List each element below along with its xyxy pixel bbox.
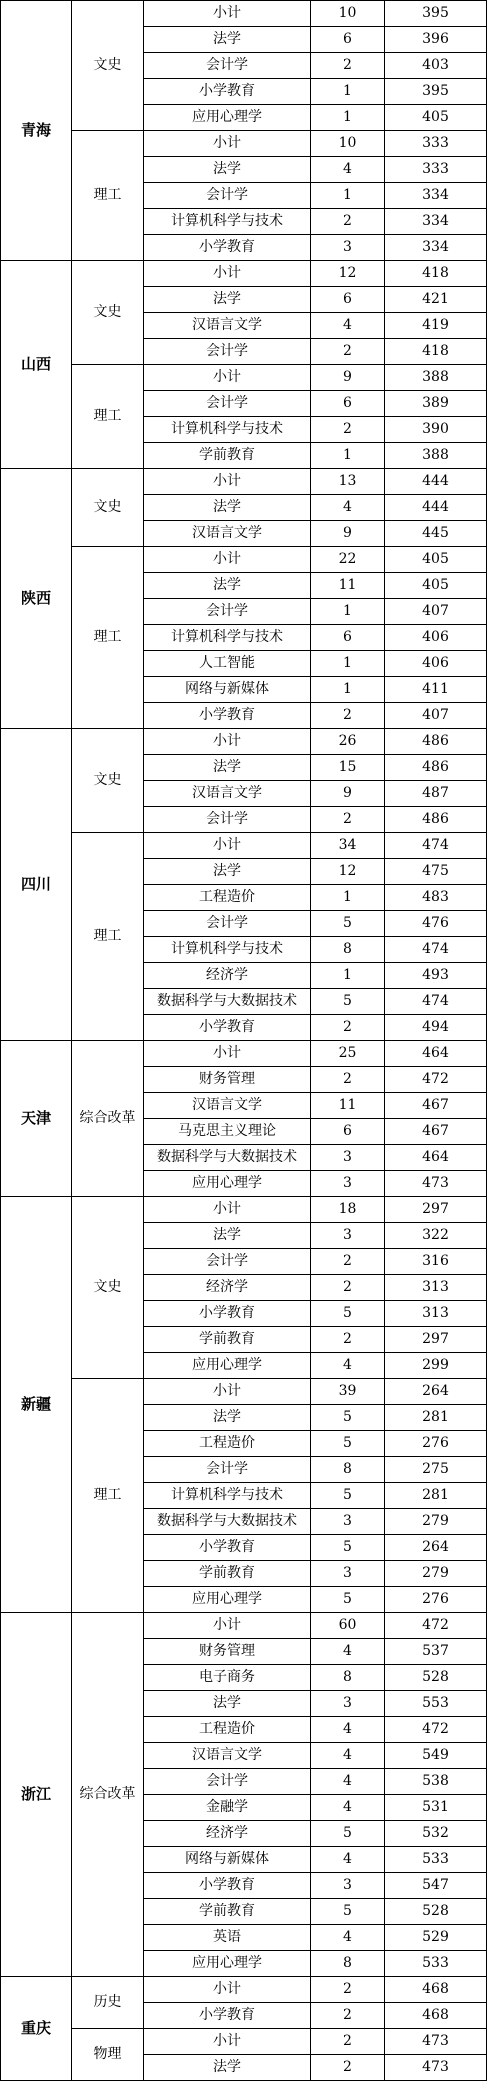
table-row [1, 547, 487, 573]
quota-cell: 6 [311, 625, 385, 651]
quota-cell: 3 [311, 1171, 385, 1197]
score-cell: 279 [385, 1561, 487, 1587]
quota-cell: 3 [311, 1223, 385, 1249]
quota-cell: 26 [311, 729, 385, 755]
major-cell: 法学 [144, 755, 311, 781]
score-cell: 473 [385, 2055, 487, 2081]
score-cell: 473 [385, 2029, 487, 2055]
quota-cell: 12 [311, 859, 385, 885]
major-cell: 小计 [144, 1197, 311, 1223]
major-cell: 小计 [144, 729, 311, 755]
quota-cell: 22 [311, 547, 385, 573]
score-cell: 275 [385, 1457, 487, 1483]
table-row [1, 365, 487, 391]
score-cell: 464 [385, 1145, 487, 1171]
score-cell: 472 [385, 1717, 487, 1743]
province-cell: 天津 [1, 1041, 72, 1197]
score-cell: 421 [385, 287, 487, 313]
major-cell: 应用心理学 [144, 1353, 311, 1379]
major-cell: 小计 [144, 365, 311, 391]
quota-cell: 9 [311, 365, 385, 391]
quota-cell: 5 [311, 1535, 385, 1561]
quota-cell: 2 [311, 703, 385, 729]
table-row [1, 729, 487, 755]
score-cell: 528 [385, 1665, 487, 1691]
score-cell: 472 [385, 1067, 487, 1093]
major-cell: 工程造价 [144, 1717, 311, 1743]
quota-cell: 5 [311, 989, 385, 1015]
major-cell: 汉语言文学 [144, 521, 311, 547]
score-cell: 486 [385, 729, 487, 755]
category-cell: 文史 [72, 261, 144, 365]
major-cell: 计算机科学与技术 [144, 937, 311, 963]
major-cell: 小学教育 [144, 703, 311, 729]
score-cell: 537 [385, 1639, 487, 1665]
score-cell: 334 [385, 235, 487, 261]
major-cell: 会计学 [144, 1457, 311, 1483]
major-cell: 小计 [144, 469, 311, 495]
score-cell: 403 [385, 53, 487, 79]
quota-cell: 2 [311, 1275, 385, 1301]
category-cell: 理工 [72, 833, 144, 1041]
score-cell: 313 [385, 1301, 487, 1327]
major-cell: 数据科学与大数据技术 [144, 989, 311, 1015]
major-cell: 小计 [144, 1, 311, 27]
score-cell: 487 [385, 781, 487, 807]
quota-cell: 8 [311, 1665, 385, 1691]
quota-cell: 8 [311, 1457, 385, 1483]
category-cell: 文史 [72, 1197, 144, 1379]
quota-cell: 9 [311, 781, 385, 807]
score-cell: 474 [385, 989, 487, 1015]
score-cell: 553 [385, 1691, 487, 1717]
quota-cell: 3 [311, 235, 385, 261]
score-cell: 494 [385, 1015, 487, 1041]
major-cell: 人工智能 [144, 651, 311, 677]
score-cell: 281 [385, 1483, 487, 1509]
major-cell: 数据科学与大数据技术 [144, 1145, 311, 1171]
quota-cell: 1 [311, 885, 385, 911]
quota-cell: 25 [311, 1041, 385, 1067]
score-cell: 419 [385, 313, 487, 339]
table-row [1, 469, 487, 495]
major-cell: 小计 [144, 261, 311, 287]
score-cell: 444 [385, 469, 487, 495]
major-cell: 工程造价 [144, 1431, 311, 1457]
score-cell: 276 [385, 1587, 487, 1613]
major-cell: 计算机科学与技术 [144, 209, 311, 235]
score-cell: 467 [385, 1093, 487, 1119]
score-cell: 467 [385, 1119, 487, 1145]
score-cell: 538 [385, 1769, 487, 1795]
major-cell: 网络与新媒体 [144, 1847, 311, 1873]
table-row [1, 1977, 487, 2003]
quota-cell: 2 [311, 2029, 385, 2055]
major-cell: 小计 [144, 1041, 311, 1067]
score-cell: 473 [385, 1171, 487, 1197]
table-row [1, 1041, 487, 1067]
quota-cell: 4 [311, 495, 385, 521]
table-row [1, 1379, 487, 1405]
major-cell: 学前教育 [144, 1327, 311, 1353]
major-cell: 汉语言文学 [144, 781, 311, 807]
score-cell: 279 [385, 1509, 487, 1535]
major-cell: 会计学 [144, 1249, 311, 1275]
major-cell: 法学 [144, 1223, 311, 1249]
quota-cell: 6 [311, 27, 385, 53]
quota-cell: 4 [311, 1353, 385, 1379]
quota-cell: 1 [311, 651, 385, 677]
score-cell: 411 [385, 677, 487, 703]
quota-cell: 4 [311, 313, 385, 339]
quota-cell: 3 [311, 1873, 385, 1899]
score-cell: 333 [385, 157, 487, 183]
quota-cell: 10 [311, 1, 385, 27]
score-cell: 472 [385, 1613, 487, 1639]
score-cell: 468 [385, 1977, 487, 2003]
score-cell: 395 [385, 79, 487, 105]
major-cell: 小计 [144, 2029, 311, 2055]
quota-cell: 2 [311, 417, 385, 443]
quota-cell: 13 [311, 469, 385, 495]
major-cell: 会计学 [144, 339, 311, 365]
major-cell: 会计学 [144, 911, 311, 937]
score-cell: 464 [385, 1041, 487, 1067]
major-cell: 法学 [144, 2055, 311, 2081]
major-cell: 网络与新媒体 [144, 677, 311, 703]
major-cell: 小学教育 [144, 235, 311, 261]
major-cell: 经济学 [144, 1275, 311, 1301]
major-cell: 工程造价 [144, 885, 311, 911]
score-cell: 418 [385, 261, 487, 287]
quota-cell: 1 [311, 677, 385, 703]
score-cell: 406 [385, 625, 487, 651]
quota-cell: 4 [311, 1639, 385, 1665]
score-cell: 486 [385, 807, 487, 833]
score-cell: 445 [385, 521, 487, 547]
score-cell: 405 [385, 547, 487, 573]
score-cell: 276 [385, 1431, 487, 1457]
score-cell: 313 [385, 1275, 487, 1301]
major-cell: 应用心理学 [144, 1587, 311, 1613]
quota-cell: 6 [311, 391, 385, 417]
score-cell: 474 [385, 833, 487, 859]
major-cell: 计算机科学与技术 [144, 417, 311, 443]
quota-cell: 3 [311, 1561, 385, 1587]
major-cell: 金融学 [144, 1795, 311, 1821]
major-cell: 法学 [144, 495, 311, 521]
score-cell: 299 [385, 1353, 487, 1379]
province-cell: 青海 [1, 1, 72, 261]
score-cell: 405 [385, 573, 487, 599]
quota-cell: 4 [311, 1717, 385, 1743]
major-cell: 财务管理 [144, 1067, 311, 1093]
score-cell: 406 [385, 651, 487, 677]
major-cell: 小计 [144, 1613, 311, 1639]
major-cell: 马克思主义理论 [144, 1119, 311, 1145]
score-cell: 549 [385, 1743, 487, 1769]
score-cell: 333 [385, 131, 487, 157]
score-cell: 395 [385, 1, 487, 27]
quota-cell: 3 [311, 1691, 385, 1717]
score-cell: 547 [385, 1873, 487, 1899]
score-cell: 316 [385, 1249, 487, 1275]
major-cell: 汉语言文学 [144, 1743, 311, 1769]
quota-cell: 2 [311, 53, 385, 79]
province-cell: 重庆 [1, 1977, 72, 2081]
quota-cell: 2 [311, 1015, 385, 1041]
score-cell: 405 [385, 105, 487, 131]
score-cell: 407 [385, 703, 487, 729]
quota-cell: 12 [311, 261, 385, 287]
score-cell: 407 [385, 599, 487, 625]
quota-cell: 5 [311, 1821, 385, 1847]
quota-cell: 2 [311, 807, 385, 833]
score-cell: 528 [385, 1899, 487, 1925]
quota-cell: 6 [311, 1119, 385, 1145]
major-cell: 学前教育 [144, 1899, 311, 1925]
score-cell: 533 [385, 1951, 487, 1977]
score-cell: 389 [385, 391, 487, 417]
category-cell: 文史 [72, 729, 144, 833]
score-cell: 334 [385, 183, 487, 209]
score-cell: 396 [385, 27, 487, 53]
quota-cell: 1 [311, 443, 385, 469]
quota-cell: 5 [311, 1587, 385, 1613]
quota-cell: 8 [311, 1951, 385, 1977]
quota-cell: 1 [311, 963, 385, 989]
score-cell: 444 [385, 495, 487, 521]
major-cell: 小学教育 [144, 1015, 311, 1041]
quota-cell: 15 [311, 755, 385, 781]
quota-cell: 2 [311, 2055, 385, 2081]
quota-cell: 2 [311, 209, 385, 235]
quota-cell: 4 [311, 1925, 385, 1951]
major-cell: 会计学 [144, 599, 311, 625]
quota-cell: 5 [311, 1405, 385, 1431]
category-cell: 文史 [72, 469, 144, 547]
score-cell: 474 [385, 937, 487, 963]
major-cell: 应用心理学 [144, 1951, 311, 1977]
table-body [1, 1, 487, 2081]
quota-cell: 1 [311, 105, 385, 131]
major-cell: 学前教育 [144, 1561, 311, 1587]
major-cell: 会计学 [144, 1769, 311, 1795]
major-cell: 法学 [144, 287, 311, 313]
table-row [1, 1197, 487, 1223]
quota-cell: 4 [311, 1795, 385, 1821]
major-cell: 经济学 [144, 963, 311, 989]
major-cell: 财务管理 [144, 1639, 311, 1665]
quota-cell: 60 [311, 1613, 385, 1639]
major-cell: 法学 [144, 1405, 311, 1431]
quota-cell: 2 [311, 1249, 385, 1275]
score-cell: 388 [385, 365, 487, 391]
major-cell: 计算机科学与技术 [144, 625, 311, 651]
category-cell: 理工 [72, 1379, 144, 1613]
quota-cell: 18 [311, 1197, 385, 1223]
category-cell: 物理 [72, 2029, 144, 2081]
province-cell: 浙江 [1, 1613, 72, 1977]
quota-cell: 11 [311, 1093, 385, 1119]
major-cell: 英语 [144, 1925, 311, 1951]
quota-cell: 3 [311, 1145, 385, 1171]
province-cell: 陕西 [1, 469, 72, 729]
table-row [1, 2029, 487, 2055]
quota-cell: 11 [311, 573, 385, 599]
province-cell: 山西 [1, 261, 72, 469]
score-cell: 334 [385, 209, 487, 235]
category-cell: 理工 [72, 131, 144, 261]
major-cell: 会计学 [144, 391, 311, 417]
major-cell: 计算机科学与技术 [144, 1483, 311, 1509]
quota-cell: 1 [311, 599, 385, 625]
quota-cell: 4 [311, 1769, 385, 1795]
major-cell: 会计学 [144, 183, 311, 209]
quota-cell: 34 [311, 833, 385, 859]
table-row [1, 833, 487, 859]
major-cell: 法学 [144, 1691, 311, 1717]
table-row [1, 131, 487, 157]
quota-cell: 8 [311, 937, 385, 963]
province-cell: 新疆 [1, 1197, 72, 1613]
quota-cell: 6 [311, 287, 385, 313]
quota-cell: 2 [311, 339, 385, 365]
major-cell: 应用心理学 [144, 105, 311, 131]
score-cell: 493 [385, 963, 487, 989]
quota-cell: 5 [311, 911, 385, 937]
quota-cell: 1 [311, 183, 385, 209]
score-cell: 529 [385, 1925, 487, 1951]
quota-cell: 4 [311, 1743, 385, 1769]
major-cell: 电子商务 [144, 1665, 311, 1691]
major-cell: 法学 [144, 27, 311, 53]
quota-cell: 2 [311, 1327, 385, 1353]
major-cell: 小计 [144, 547, 311, 573]
table-row [1, 1613, 487, 1639]
major-cell: 会计学 [144, 807, 311, 833]
score-cell: 475 [385, 859, 487, 885]
major-cell: 小学教育 [144, 1301, 311, 1327]
score-cell: 468 [385, 2003, 487, 2029]
table-row [1, 1, 487, 27]
major-cell: 汉语言文学 [144, 313, 311, 339]
score-cell: 264 [385, 1379, 487, 1405]
major-cell: 法学 [144, 573, 311, 599]
quota-cell: 5 [311, 1483, 385, 1509]
score-cell: 476 [385, 911, 487, 937]
major-cell: 小计 [144, 833, 311, 859]
quota-cell: 4 [311, 157, 385, 183]
major-cell: 法学 [144, 157, 311, 183]
score-cell: 281 [385, 1405, 487, 1431]
major-cell: 小学教育 [144, 1535, 311, 1561]
major-cell: 数据科学与大数据技术 [144, 1509, 311, 1535]
score-cell: 532 [385, 1821, 487, 1847]
major-cell: 会计学 [144, 53, 311, 79]
quota-cell: 10 [311, 131, 385, 157]
major-cell: 小学教育 [144, 2003, 311, 2029]
category-cell: 综合改革 [72, 1613, 144, 1977]
quota-cell: 39 [311, 1379, 385, 1405]
score-cell: 390 [385, 417, 487, 443]
province-cell: 四川 [1, 729, 72, 1041]
quota-cell: 5 [311, 1899, 385, 1925]
score-cell: 264 [385, 1535, 487, 1561]
quota-cell: 4 [311, 1847, 385, 1873]
quota-cell: 2 [311, 1067, 385, 1093]
major-cell: 应用心理学 [144, 1171, 311, 1197]
quota-cell: 1 [311, 79, 385, 105]
category-cell: 理工 [72, 547, 144, 729]
major-cell: 汉语言文学 [144, 1093, 311, 1119]
major-cell: 小学教育 [144, 79, 311, 105]
quota-cell: 2 [311, 2003, 385, 2029]
major-cell: 经济学 [144, 1821, 311, 1847]
score-cell: 533 [385, 1847, 487, 1873]
quota-cell: 3 [311, 1509, 385, 1535]
category-cell: 文史 [72, 1, 144, 131]
score-cell: 486 [385, 755, 487, 781]
major-cell: 小学教育 [144, 1873, 311, 1899]
score-cell: 483 [385, 885, 487, 911]
score-cell: 297 [385, 1197, 487, 1223]
major-cell: 法学 [144, 859, 311, 885]
category-cell: 综合改革 [72, 1041, 144, 1197]
category-cell: 理工 [72, 365, 144, 469]
major-cell: 小计 [144, 1977, 311, 2003]
quota-cell: 5 [311, 1431, 385, 1457]
table-row [1, 261, 487, 287]
score-cell: 418 [385, 339, 487, 365]
major-cell: 小计 [144, 1379, 311, 1405]
score-cell: 531 [385, 1795, 487, 1821]
quota-cell: 2 [311, 1977, 385, 2003]
quota-cell: 9 [311, 521, 385, 547]
major-cell: 学前教育 [144, 443, 311, 469]
score-cell: 388 [385, 443, 487, 469]
score-cell: 322 [385, 1223, 487, 1249]
score-cell: 297 [385, 1327, 487, 1353]
category-cell: 历史 [72, 1977, 144, 2029]
major-cell: 小计 [144, 131, 311, 157]
quota-cell: 5 [311, 1301, 385, 1327]
